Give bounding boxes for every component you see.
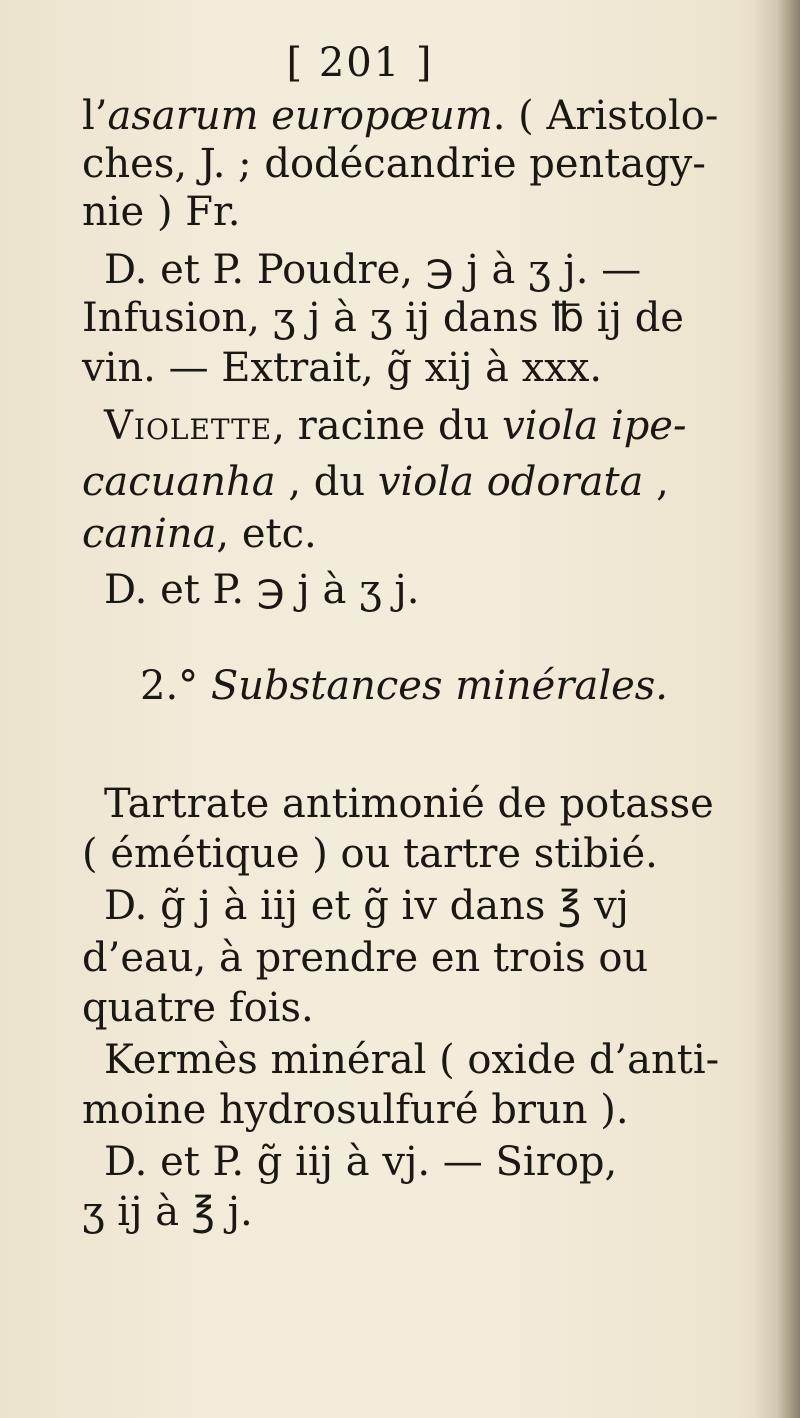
text-line: Infusion, ʒ j à ʒ ij dans ℔ ij de xyxy=(82,295,684,341)
text-line xyxy=(104,402,687,450)
page-edge-shadow xyxy=(754,0,800,1418)
text-line: D. et P. ℈ j à ʒ j. xyxy=(104,567,420,613)
page-number: [ 201 ] xyxy=(286,40,434,86)
latin-name: cacuanha xyxy=(82,459,276,505)
text-line xyxy=(82,92,718,140)
text-line: Kermès minéral ( oxide d’anti- xyxy=(104,1037,720,1083)
text-fragment: , xyxy=(643,459,669,505)
section-heading xyxy=(140,662,668,710)
entry-heading: Violette xyxy=(104,403,273,449)
text-fragment: , racine du xyxy=(272,403,503,449)
latin-name: asarum europœum xyxy=(107,93,493,139)
text-fragment: . ( Aristolo- xyxy=(492,93,719,139)
text-line xyxy=(82,510,317,558)
latin-name: canina xyxy=(82,511,217,557)
section-number: 2.° xyxy=(140,663,199,709)
latin-name: viola ipe- xyxy=(502,403,687,449)
text-line: ʒ ij à ℥ j. xyxy=(82,1189,253,1235)
text-line: ches, J. ; dodécandrie pentagy- xyxy=(82,141,706,187)
text-line: D. et P. g̃ iij à vj. — Sirop, xyxy=(104,1139,618,1185)
latin-name: viola odorata xyxy=(377,459,644,505)
text-line: Tartrate antimonié de potasse xyxy=(104,781,714,827)
text-line xyxy=(82,458,669,506)
text-line: D. et P. Poudre, ℈ j à ʒ j. — xyxy=(104,247,642,293)
text-line: nie ) Fr. xyxy=(82,189,241,235)
text-line: vin. — Extrait, g̃ xij à xxx. xyxy=(82,345,603,391)
text-fragment: l’ xyxy=(82,93,108,139)
text-line: quatre fois. xyxy=(82,985,314,1031)
text-line: d’eau, à prendre en trois ou xyxy=(82,935,649,981)
text-fragment: , etc. xyxy=(216,511,317,557)
text-line: moine hydrosulfuré brun ). xyxy=(82,1087,629,1133)
text-line: D. g̃ j à iij et g̃ iv dans ℥ vj xyxy=(104,883,629,929)
text-line: ( émétique ) ou tartre stibié. xyxy=(82,831,658,877)
section-title: Substances minérales. xyxy=(210,663,669,709)
text-fragment: , du xyxy=(275,459,378,505)
